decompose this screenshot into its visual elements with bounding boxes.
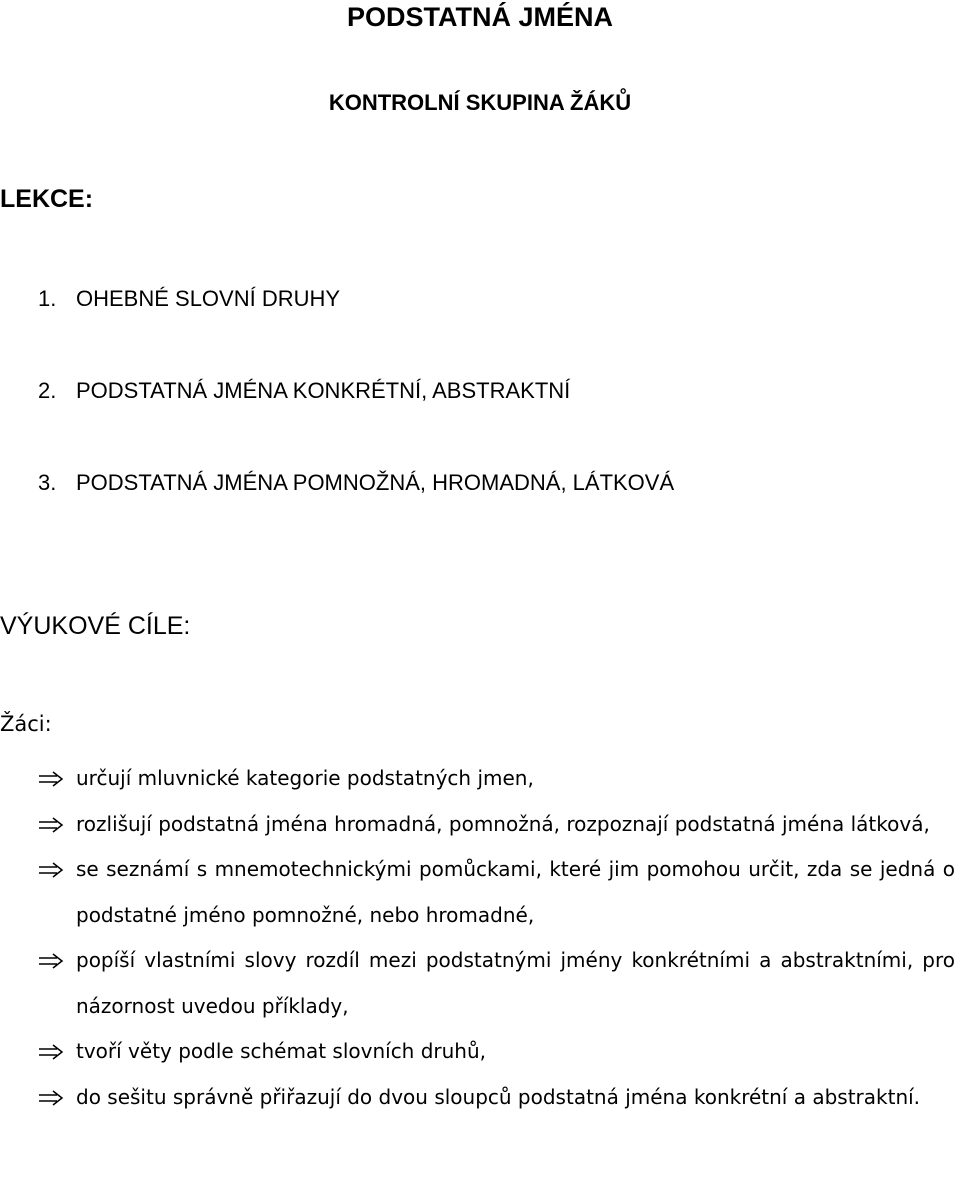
double-right-arrow-icon: [38, 862, 64, 878]
goal-item: [0, 938, 955, 1029]
lessons-heading: LEKCE:: [0, 185, 94, 213]
goal-text: popíší vlastními slovy rozdíl mezi podstatnými jmény konkrétními a abstraktními, pro názornost uvedou příklady,: [76, 948, 955, 1018]
goal-text: tvoří věty podle schémat slovních druhů,: [76, 1039, 487, 1063]
goals-heading: VÝUKOVÉ CÍLE:: [0, 612, 191, 640]
goal-item: [0, 802, 955, 848]
goal-item: [0, 1075, 955, 1121]
goal-text: určují mluvnické kategorie podstatných jmen,: [76, 766, 534, 790]
double-right-arrow-icon: [38, 1090, 64, 1106]
lesson-text: PODSTATNÁ JMÉNA POMNOŽNÁ, HROMADNÁ, LÁTKOVÁ: [76, 470, 675, 495]
double-right-arrow-icon: [38, 1044, 64, 1060]
lesson-number: 2.: [38, 378, 57, 403]
lesson-item: [38, 470, 674, 496]
double-right-arrow-icon: [38, 771, 64, 787]
document-title: PODSTATNÁ JMÉNA: [346, 2, 613, 32]
double-right-arrow-icon: [38, 953, 64, 969]
goal-text: se seznámí s mnemotechnickými pomůckami, které jim pomohou určit, zda se jedná o podstatné jméno pomnožné, nebo hromadné,: [76, 857, 955, 927]
goal-item: [0, 756, 955, 802]
lesson-item: [38, 286, 340, 312]
goal-item: [0, 1029, 955, 1075]
goals-list: [0, 756, 955, 1120]
lesson-number: 3.: [38, 470, 57, 495]
lesson-number: 1.: [38, 286, 57, 311]
document-subtitle: KONTROLNÍ SKUPINA ŽÁKŮ: [328, 90, 632, 115]
lesson-item: [38, 378, 570, 404]
double-right-arrow-icon: [38, 817, 64, 833]
students-label: Žáci:: [0, 712, 52, 736]
goal-item: [0, 847, 955, 938]
lesson-text: OHEBNÉ SLOVNÍ DRUHY: [76, 286, 341, 311]
goal-text: rozlišují podstatná jména hromadná, pomnožná, rozpoznají podstatná jména látková,: [76, 811, 930, 836]
goal-text: do sešitu správně přiřazují do dvou sloupců podstatná jména konkrétní a abstraktní.: [76, 1084, 921, 1109]
lesson-text: PODSTATNÁ JMÉNA KONKRÉTNÍ, ABSTRAKTNÍ: [76, 378, 571, 403]
